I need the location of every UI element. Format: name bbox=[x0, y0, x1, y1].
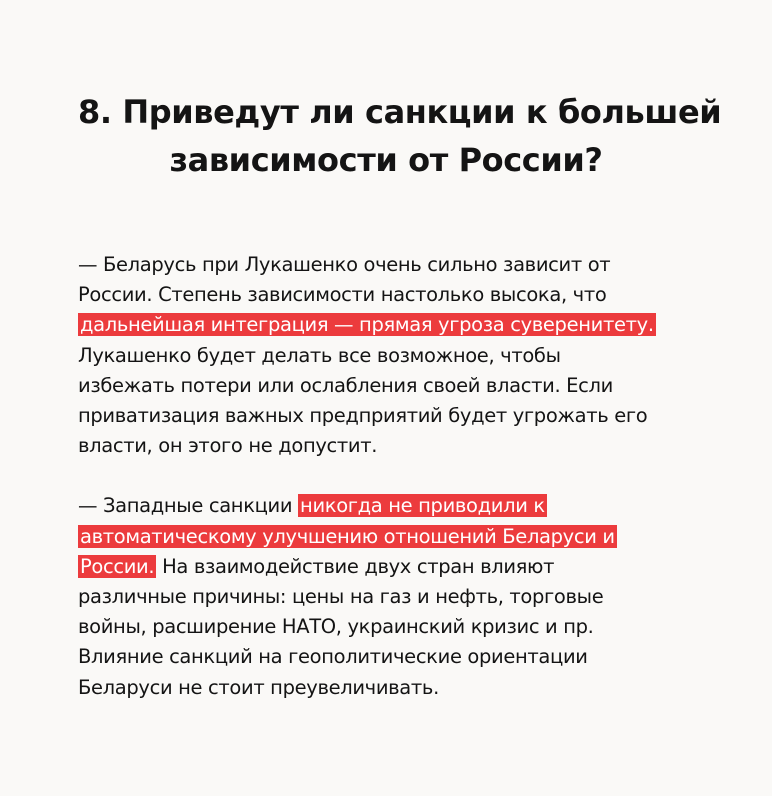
text-line bbox=[78, 582, 694, 612]
text-line bbox=[78, 642, 694, 672]
highlighted-text: дальнейшая интеграция — прямая угроза суверенитету. bbox=[80, 313, 654, 337]
text-segment: На взаимодействие двух стран влияют bbox=[156, 554, 555, 578]
text-line bbox=[78, 673, 694, 703]
text-segment: Влияние санкций на геополитические ориентации bbox=[78, 645, 588, 669]
text-line bbox=[78, 612, 694, 642]
highlighted-text: России. bbox=[80, 554, 155, 578]
text-line bbox=[78, 491, 694, 521]
text-line bbox=[78, 280, 694, 310]
text-line bbox=[78, 341, 694, 371]
text-line bbox=[78, 522, 694, 552]
text-line bbox=[78, 552, 694, 582]
title-line: 8. Приведут ли санкции к большей bbox=[78, 93, 722, 131]
paragraph-2 bbox=[78, 491, 694, 702]
highlighted-text: никогда не приводили к bbox=[300, 494, 545, 518]
text-line bbox=[78, 401, 694, 431]
text-line bbox=[78, 250, 694, 280]
text-segment: власти, он этого не допустит. bbox=[78, 434, 378, 458]
text-segment: Лукашенко будет делать все возможное, чтобы bbox=[78, 343, 561, 367]
paragraph-1 bbox=[78, 250, 694, 461]
title-line: зависимости от России? bbox=[169, 141, 603, 179]
text-line bbox=[78, 431, 694, 461]
text-segment: Беларуси не стоит преувеличивать. bbox=[78, 675, 439, 699]
text-segment: — Западные санкции bbox=[78, 494, 299, 518]
text-segment: России. Степень зависимости настолько высока, что bbox=[78, 283, 607, 307]
text-line bbox=[78, 371, 694, 401]
page-title bbox=[78, 88, 722, 184]
text-segment: — Беларусь при Лукашенко очень сильно зависит от bbox=[78, 253, 611, 276]
highlighted-text: автоматическому улучшению отношений Беларуси и bbox=[80, 524, 615, 548]
text-line bbox=[78, 310, 694, 340]
text-segment: избежать потери или ослабления своей власти. Если bbox=[78, 373, 613, 397]
text-segment: различные причины: цены на газ и нефть, торговые bbox=[78, 585, 604, 609]
text-segment: приватизация важных предприятий будет угрожать его bbox=[78, 404, 648, 428]
text-segment: войны, расширение НАТО, украинский кризис и пр. bbox=[78, 615, 594, 639]
